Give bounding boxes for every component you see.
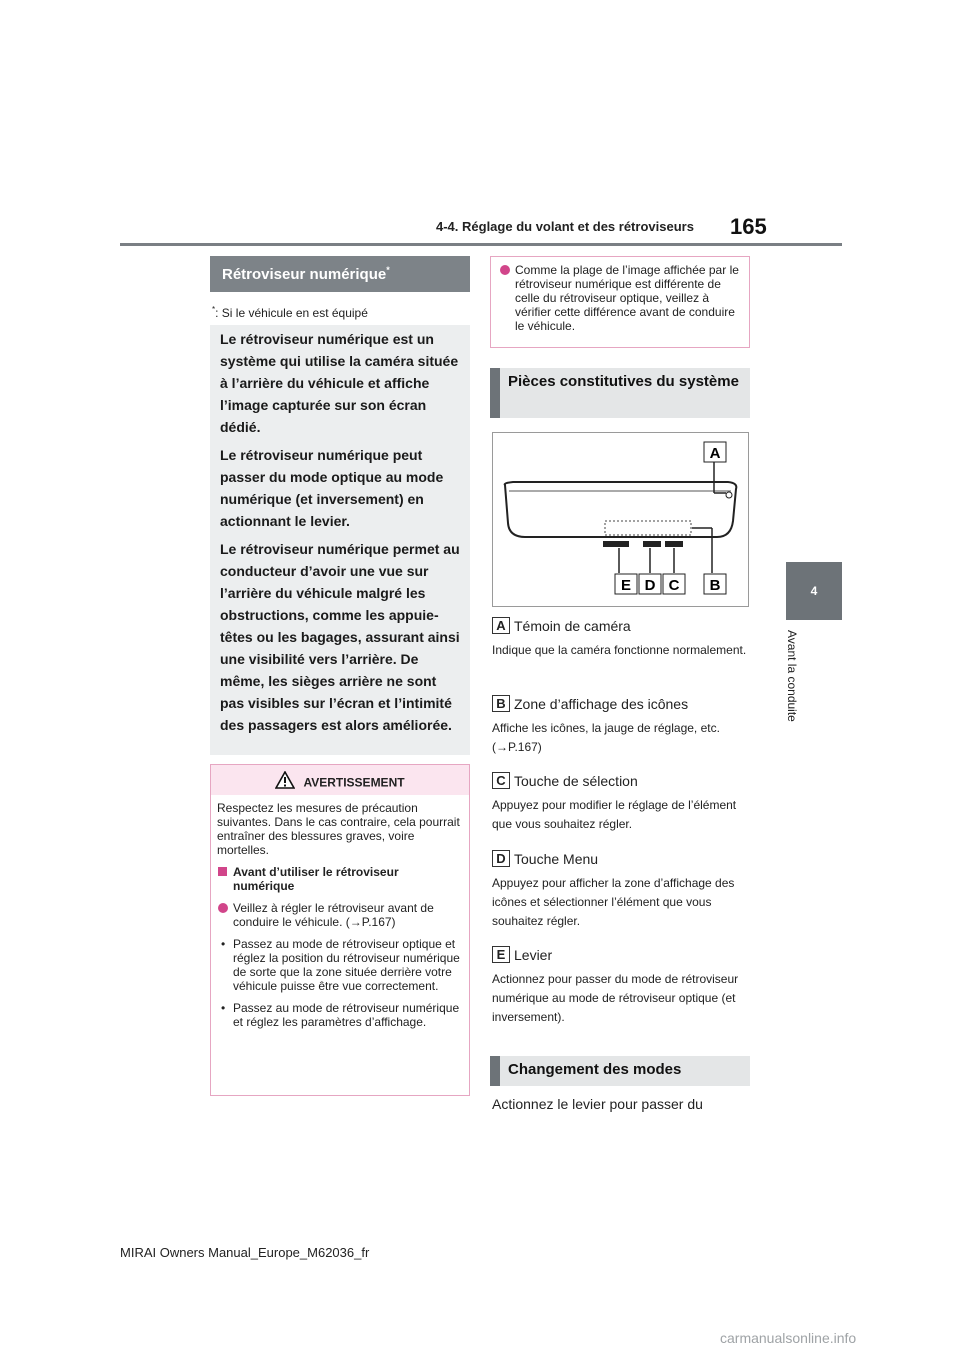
part-description: Appuyez pour modifier le réglage de l’élément que vous souhaitez régler. <box>492 798 737 831</box>
warning-title: AVERTISSEMENT <box>303 775 405 790</box>
part-title: Touche Menu <box>514 850 599 867</box>
chapter-label <box>785 630 803 740</box>
watermark: carmanualsonline.info <box>720 1330 857 1346</box>
warning-dash-item <box>217 937 463 993</box>
part-item <box>492 617 750 660</box>
warning-header <box>211 765 469 795</box>
warning-point-text: Veillez à régler le rétroviseur avant de conduire le véhicule. (→P.167) <box>233 901 434 929</box>
mirror-diagram <box>492 432 749 607</box>
heading-asterisk: * <box>386 265 390 275</box>
part-description: Appuyez pour afficher la zone d’affichage des icônes et sélectionner l’élément que vous souhaitez régler. <box>492 876 735 928</box>
parts-heading: Pièces constitutives du système <box>490 368 750 418</box>
dash-bullet-icon: • <box>221 937 226 951</box>
note-box <box>490 256 750 348</box>
circle-bullet-icon <box>218 903 228 913</box>
warning-dash-text: Passez au mode de rétroviseur numérique et réglez les paramètres d’affichage. <box>233 1001 460 1029</box>
warning-dash-item <box>217 1001 463 1029</box>
intro-box <box>210 325 470 755</box>
part-title: Zone d’affichage des icônes <box>514 695 689 712</box>
part-title: Levier <box>514 946 553 963</box>
part-description: Actionnez pour passer du mode de rétroviseur numérique au mode de rétroviseur optique (et inversement). <box>492 972 739 1024</box>
diagram-label: E <box>620 577 632 594</box>
part-label: C <box>492 772 510 789</box>
mirror-illustration <box>493 433 748 606</box>
part-title: Témoin de caméra <box>514 617 631 634</box>
part-label: A <box>492 617 510 634</box>
digital-mirror-heading-text: Rétroviseur numérique <box>222 266 387 283</box>
footer-manual-name: MIRAI Owners Manual_Europe_M62036_fr <box>120 1245 370 1260</box>
chapter-label-text: Avant la conduite <box>785 630 799 722</box>
intro-paragraph: Le rétroviseur numérique permet au conducteur d’avoir une vue sur l’arrière du véhicule malgré les obstructions, comme les appuie-têtes ou les bagages, assurant ainsi une visibilité vers l’arrière. De même, les sièges arrière ne sont pas visibles sur l’écran et l’intimité des passagers est alors améliorée. <box>220 541 460 733</box>
warning-subheading <box>217 865 463 893</box>
part-title: Touche de sélection <box>514 772 638 789</box>
square-bullet-icon <box>218 867 227 876</box>
warning-intro: Respectez les mesures de précaution suivantes. Dans le cas contraire, cela pourrait entraîner des blessures graves, voire mortelles. <box>217 801 460 857</box>
part-label: D <box>492 850 510 867</box>
diagram-label: A <box>709 445 721 462</box>
note-text: Comme la plage de l’image affichée par le rétroviseur numérique est différente de celle du rétroviseur optique, veillez à vérifier cette différence avant de conduire le véhicule. <box>515 263 739 333</box>
diagram-label: B <box>709 577 721 594</box>
note-point <box>499 263 741 333</box>
footnote-asterisk: * <box>212 305 216 314</box>
part-label: B <box>492 695 510 712</box>
chapter-tab: 4 <box>786 562 842 620</box>
modes-text: Actionnez le levier pour passer du <box>492 1096 703 1112</box>
diagram-label: C <box>668 577 680 594</box>
circle-bullet-icon <box>500 265 510 275</box>
part-item <box>492 946 750 1027</box>
part-item <box>492 695 750 757</box>
intro-paragraph: Le rétroviseur numérique est un système qui utilise la caméra située à l’arrière du véhicule et affiche l’image capturée sur son écran dédié. <box>220 331 459 435</box>
dash-bullet-icon: • <box>221 1001 226 1015</box>
digital-mirror-heading <box>210 256 470 292</box>
warning-dash-text: Passez au mode de rétroviseur optique et réglez la position du rétroviseur numérique de sorte que la zone située derrière votre véhicule puisse être vue correctement. <box>233 937 460 993</box>
part-label: E <box>492 946 510 963</box>
part-description: Indique que la caméra fonctionne normalement. <box>492 643 747 657</box>
equipment-footnote <box>212 305 368 320</box>
warning-subheading-text: Avant d’utiliser le rétroviseur numérique <box>233 865 399 893</box>
warning-body <box>211 795 469 1029</box>
diagram-label: D <box>644 577 656 594</box>
part-item <box>492 850 750 931</box>
section-title: 4-4. Réglage du volant et des rétroviseurs <box>436 219 694 234</box>
intro-paragraph: Le rétroviseur numérique peut passer du mode optique au mode numérique (et inversement) en actionnant le levier. <box>220 447 444 529</box>
footnote-text: : Si le véhicule en est équipé <box>215 306 368 320</box>
page-number: 165 <box>730 214 767 239</box>
part-item <box>492 772 750 834</box>
warning-point <box>217 901 463 929</box>
part-description: Affiche les icônes, la jauge de réglage, etc. (→P.167) <box>492 721 720 754</box>
modes-heading: Changement des modes <box>490 1056 750 1086</box>
warning-triangle-icon <box>275 771 295 794</box>
header-divider <box>120 243 842 246</box>
warning-box <box>210 764 470 1096</box>
